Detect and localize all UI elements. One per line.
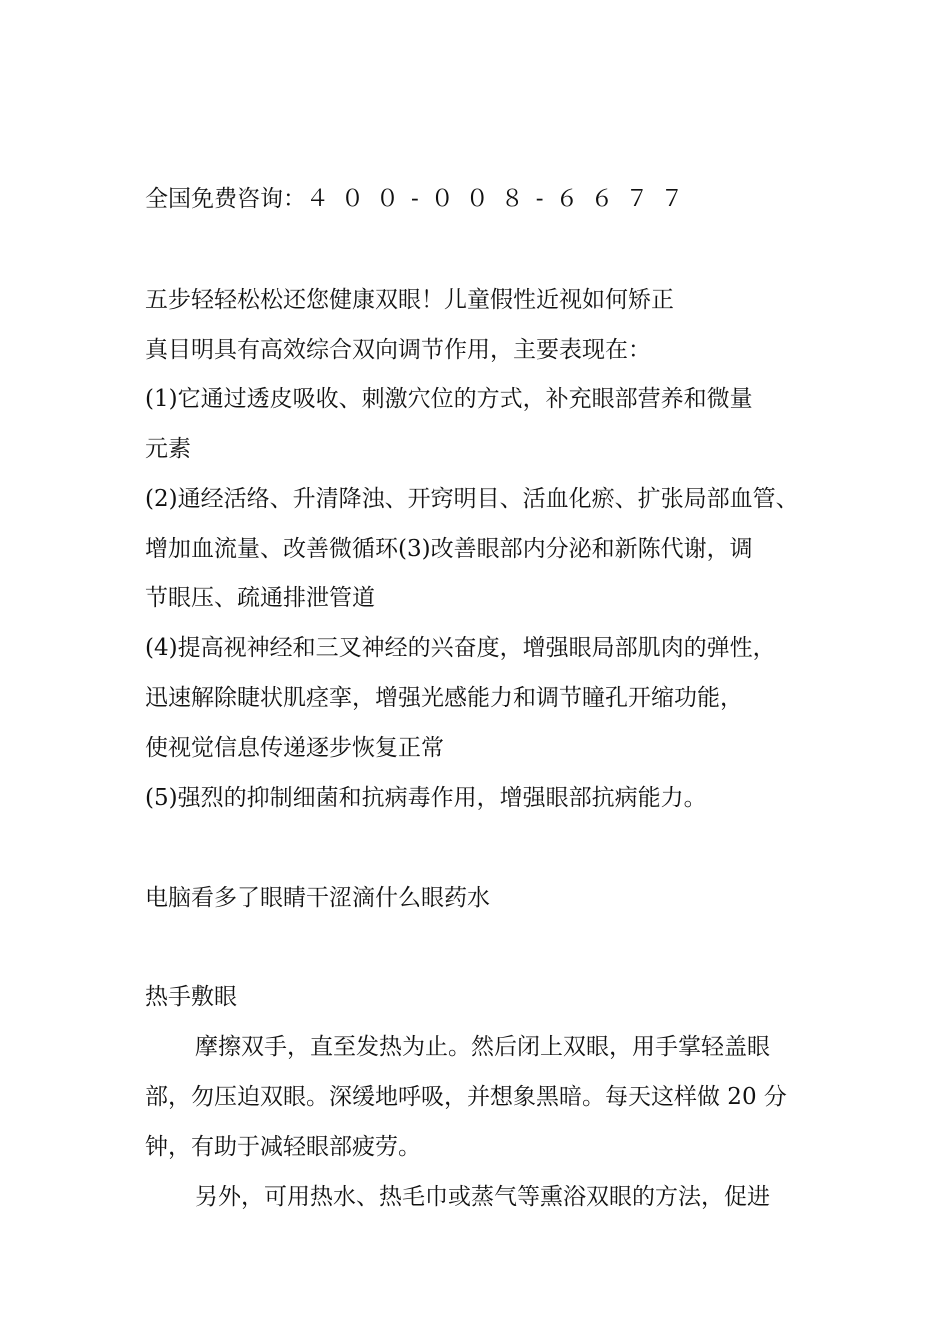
- paragraph-line: 迅速解除睫状肌痉挛，增强光感能力和调节瞳孔开缩功能，: [145, 685, 743, 711]
- heading-warm-hands: 热手敷眼: [145, 984, 237, 1010]
- hotline: [145, 184, 696, 214]
- paragraph-line: (1)它通过透皮吸收、刺激穴位的方式，补充眼部营养和微量: [145, 386, 753, 412]
- paragraph-line: (2)通经活络、升清降浊、开窍明目、活血化瘀、扩张局部血管、: [145, 486, 799, 512]
- paragraph-line: 另外，可用热水、热毛巾或蒸气等熏浴双眼的方法，促进: [195, 1184, 770, 1210]
- paragraph-line: 部，勿压迫双眼。深缓地呼吸，并想象黑暗。每天这样做 20 分: [145, 1084, 787, 1110]
- hotline-label: 全国免费咨询：: [145, 186, 306, 212]
- paragraph-line: 钟，有助于减轻眼部疲劳。: [145, 1134, 421, 1160]
- paragraph-line: 真目明具有高效综合双向调节作用，主要表现在：: [145, 337, 651, 363]
- paragraph-line: (5)强烈的抑制细菌和抗病毒作用，增强眼部抗病能力。: [145, 785, 707, 811]
- heading-eye-drops: 电脑看多了眼睛干涩滴什么眼药水: [145, 885, 490, 911]
- paragraph-line: 使视觉信息传递逐步恢复正常: [145, 735, 444, 761]
- hotline-number: ４００-００８-６６７７: [306, 186, 696, 212]
- paragraph-line: 增加血流量、改善微循环(3)改善眼部内分泌和新陈代谢，调: [145, 536, 753, 562]
- paragraph-line: 摩擦双手，直至发热为止。然后闭上双眼，用手掌轻盖眼: [195, 1034, 770, 1060]
- paragraph-line: (4)提高视神经和三叉神经的兴奋度，增强眼局部肌肉的弹性，: [145, 635, 776, 661]
- paragraph-line: 元素: [145, 436, 191, 462]
- paragraph-line: 节眼压、疏通排泄管道: [145, 585, 375, 611]
- heading-five-steps: 五步轻轻松松还您健康双眼！儿童假性近视如何矫正: [145, 287, 674, 313]
